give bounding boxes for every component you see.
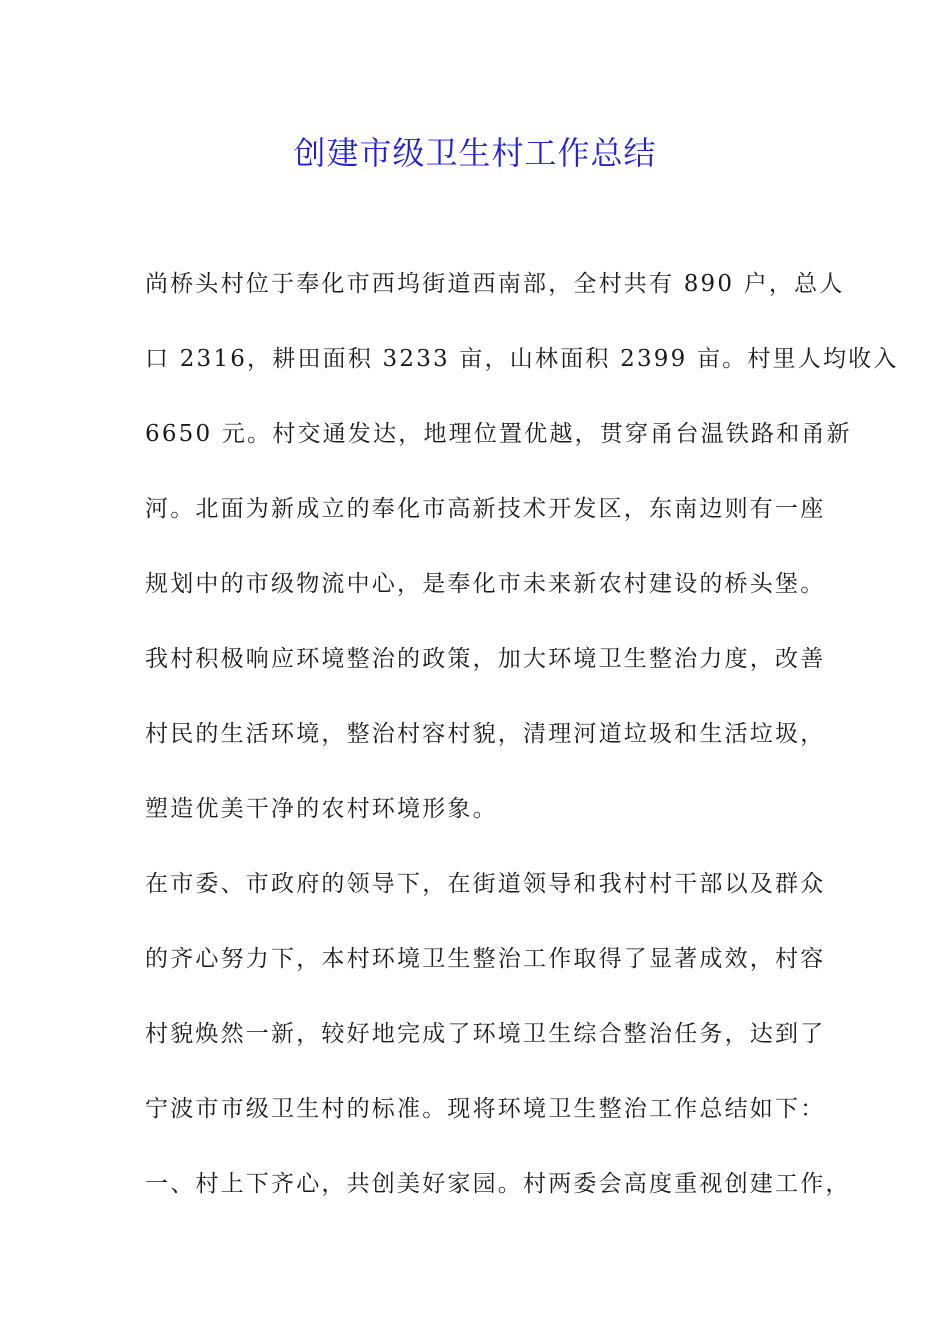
body-line: 塑造优美干净的农村环境形象。 xyxy=(145,796,498,822)
body-line: 口 2316，耕田面积 3233 亩，山林面积 2399 亩。村里人均收入 xyxy=(145,346,899,372)
body-line: 6650 元。村交通发达，地理位置优越，贯穿甬台温铁路和甬新 xyxy=(145,421,852,447)
body-line: 村貌焕然一新，较好地完成了环境卫生综合整治任务，达到了 xyxy=(145,1021,826,1047)
body-line: 在市委、市政府的领导下，在街道领导和我村村干部以及群众 xyxy=(145,871,826,897)
body-line: 河。北面为新成立的奉化市高新技术开发区，东南边则有一座 xyxy=(145,496,826,522)
body-line: 尚桥头村位于奉化市西坞街道西南部，全村共有 890 户，总人 xyxy=(145,271,845,297)
document-title: 创建市级卫生村工作总结 xyxy=(293,134,657,172)
body-line: 我村积极响应环境整治的政策，加大环境卫生整治力度，改善 xyxy=(145,646,826,672)
body-line: 村民的生活环境，整治村容村貌，清理河道垃圾和生活垃圾， xyxy=(145,721,826,747)
body-line: 一、村上下齐心，共创美好家园。村两委会高度重视创建工作， xyxy=(145,1171,851,1197)
body-line: 的齐心努力下，本村环境卫生整治工作取得了显著成效，村容 xyxy=(145,946,826,972)
body-line: 规划中的市级物流中心，是奉化市未来新农村建设的桥头堡。 xyxy=(145,571,826,597)
body-line: 宁波市市级卫生村的标准。现将环境卫生整治工作总结如下： xyxy=(145,1096,826,1122)
